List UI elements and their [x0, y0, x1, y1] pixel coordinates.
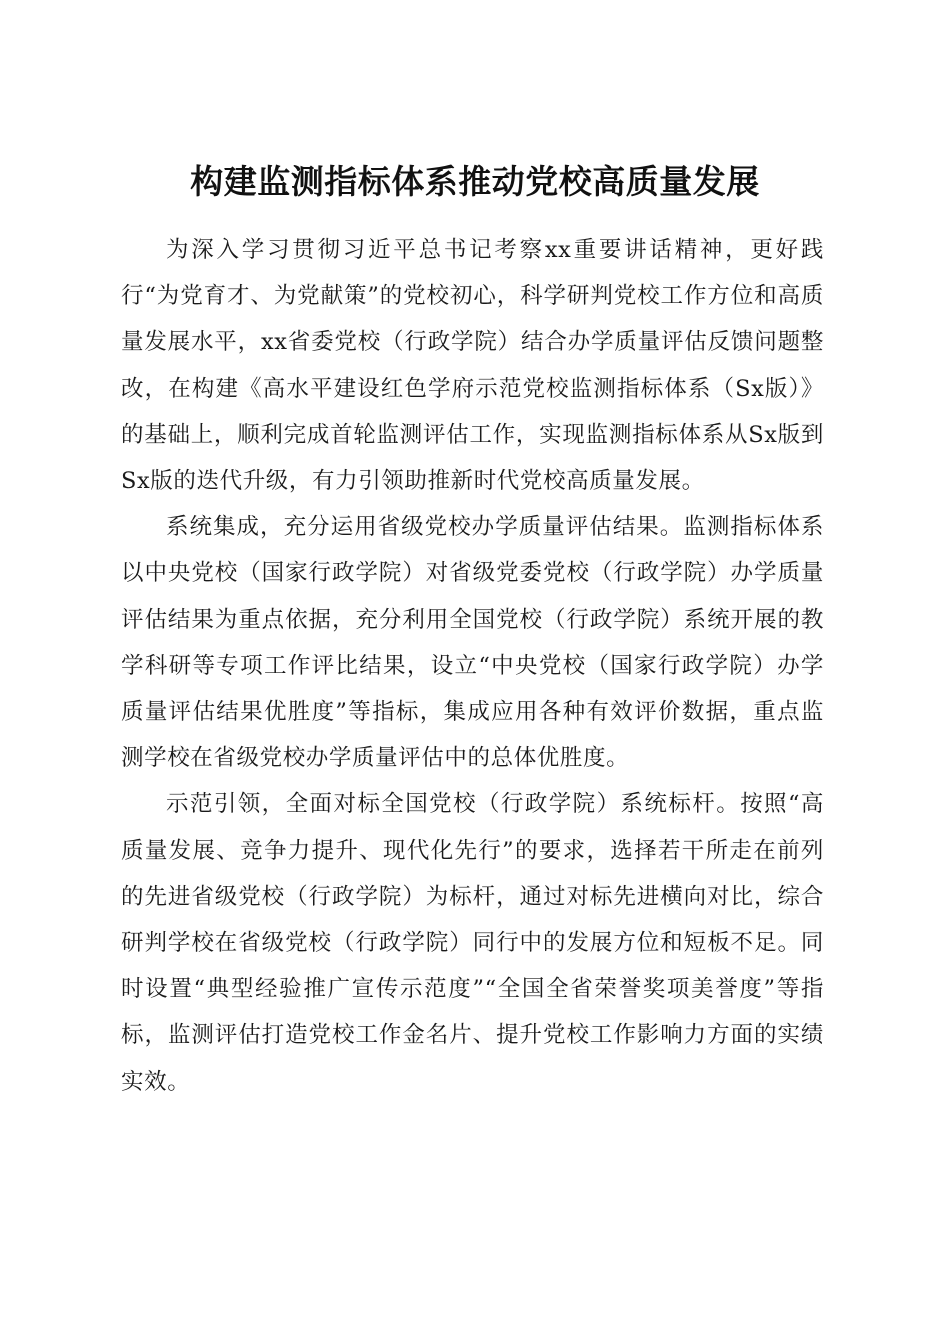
paragraph-intro: 为深入学习贯彻习近平总书记考察xx重要讲话精神，更好践行“为党育才、为党献策”的党校初心，科学研判党校工作方位和高质量发展水平，xx省委党校（行政学院）结合办学质量评估反馈问题整改，在构建《高水平建设红色学府示范党校监测指标体系（Sx版）》的基础上，顺利完成首轮监测评估工作，实现监测指标体系从Sx版到Sx版的迭代升级，有力引领助推新时代党校高质量发展。 [121, 237, 824, 495]
paragraph-system-integration: 系统集成，充分运用省级党校办学质量评估结果。监测指标体系以中央党校（国家行政学院）对省级党委党校（行政学院）办学质量评估结果为重点依据，充分利用全国党校（行政学院）系统开展的教学科研等专项工作评比结果，设立“中央党校（国家行政学院）办学质量评估结果优胜度”等指标，集成应用各种有效评价数据，重点监测学校在省级党校办学质量评估中的总体优胜度。 [121, 514, 824, 772]
paragraph-demonstration-lead: 示范引领，全面对标全国党校（行政学院）系统标杆。按照“高质量发展、竞争力提升、现代化先行”的要求，选择若干所走在前列的先进省级党校（行政学院）为标杆，通过对标先进横向对比，综合研判学校在省级党校（行政学院）同行中的发展方位和短板不足。同时设置“典型经验推广宣传示范度”“全国全省荣誉奖项美誉度”等指标，监测评估打造党校工作金名片、提升党校工作影响力方面的实绩实效。 [121, 791, 824, 1095]
document-title: 构建监测指标体系推动党校高质量发展 [190, 162, 760, 202]
document-body [121, 227, 824, 1105]
